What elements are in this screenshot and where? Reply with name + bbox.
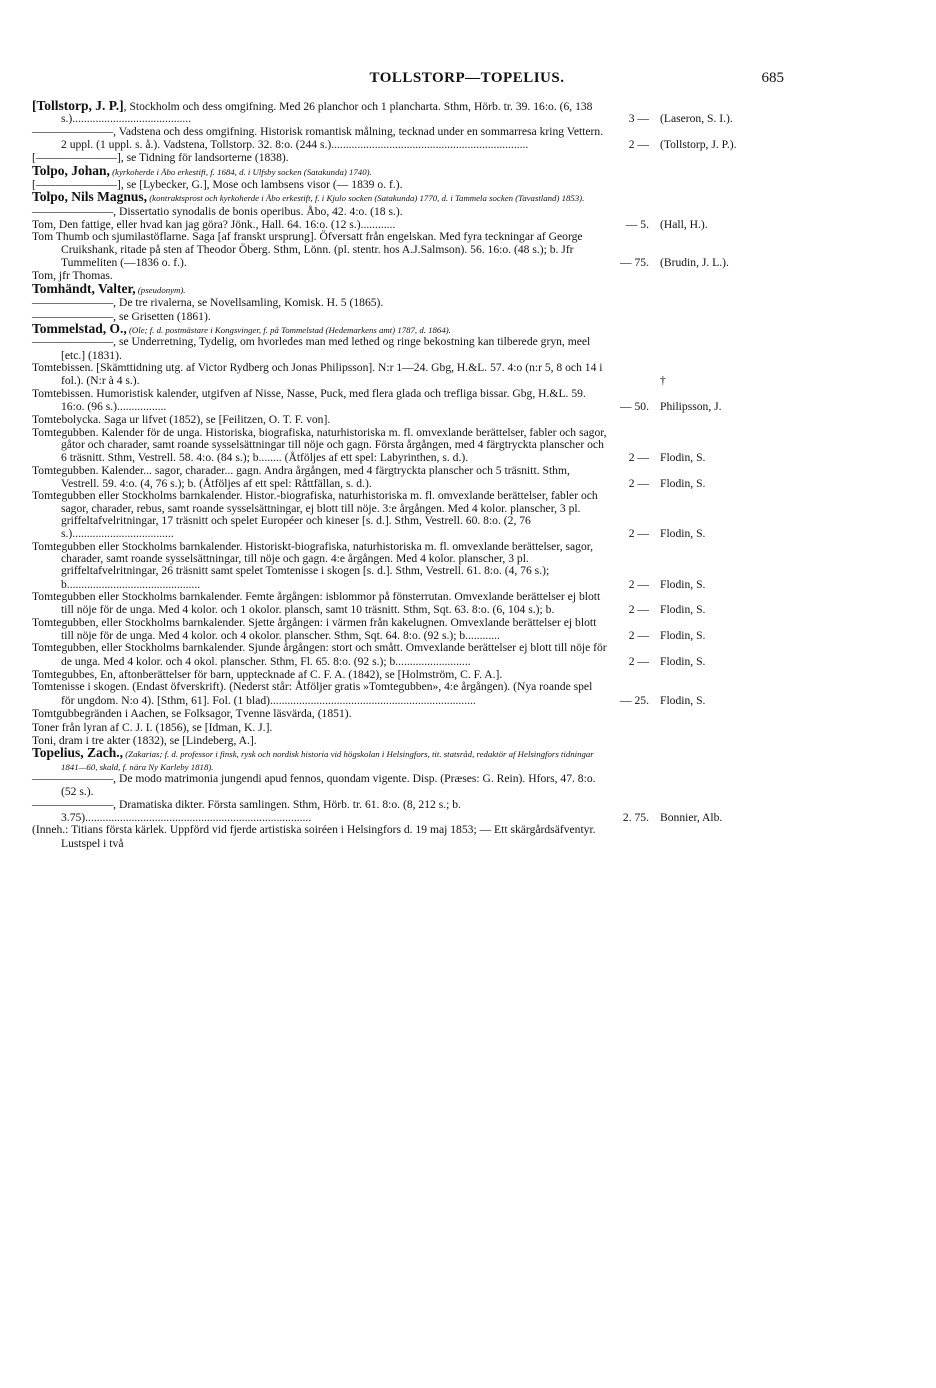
catalog-entry <box>32 362 902 388</box>
catalog-entry <box>32 280 902 296</box>
entry-pre: Tomtegubben, eller Stockholms barnkalender. Sjette årgången: i värmen från kakelugnen. Omvexlande berättelser ej blott till nöje för de unga. Med 4 kolor. och 4 okolor. planscher. Sthm, Sqt. 64. 8:o. (92 s.); b............ <box>32 615 597 643</box>
running-title: TOLLSTORP—TOPELIUS. <box>369 70 565 86</box>
entry-text <box>32 490 607 540</box>
entry-head: Topelius, Zach., <box>32 745 124 761</box>
entry-publisher: (Laseron, S. I.). <box>660 112 733 126</box>
catalog-entry <box>32 747 902 773</box>
entry-text <box>32 362 607 388</box>
entry-publisher: (Hall, H.). <box>660 218 708 232</box>
entry-price: — 75. <box>620 256 649 270</box>
entry-publisher: Flodin, S. <box>660 693 706 707</box>
entry-pre: Tomtegubben. Kalender... sagor, charader... gagn. Andra årgången, med 4 färgtryckta planscher och 5 träsnitt. Sthm, Vestrell. 59. 4:o. (4, 76 s.); b. (Åtföljes af ett spel: Råttfällan, s. d.). <box>32 463 570 490</box>
entry-pre: Tomtebolycka. Saga ur lifvet (1852), se [Feilitzen, O. T. F. von]. <box>32 413 331 427</box>
entry-price: 2 — <box>628 138 649 152</box>
entry-pre: ———————, Vadstena och dess omgifning. Historisk romantisk målning, tecknad under en sommarresa kring Vettern. 2 uppl. (1 uppl. s. å.). Vadstena, Tollstorp. 32. 8:o. (244 s.).................................................................... <box>32 124 604 152</box>
entry-publisher: Flodin, S. <box>660 603 706 617</box>
catalog-entry <box>32 721 902 734</box>
page-number: 685 <box>761 70 784 86</box>
entry-pre: ———————, se Grisetten (1861). <box>32 309 211 323</box>
entry-text <box>32 100 607 126</box>
entry-price: — 50. <box>620 399 649 413</box>
entry-price: 2 — <box>628 527 649 541</box>
entry-head: [Tollstorp, J. P.] <box>32 98 124 113</box>
entry-text <box>32 721 607 734</box>
entry-head: Tolpo, Nils Magnus, <box>32 189 148 205</box>
entry-text <box>32 388 607 414</box>
catalog-entry <box>32 824 902 850</box>
catalog-entry <box>32 591 902 617</box>
entry-publisher: Flodin, S. <box>660 654 706 668</box>
entry-text <box>32 617 607 643</box>
page-header <box>32 68 902 92</box>
catalog-entry <box>32 427 902 465</box>
catalog-entry <box>32 151 902 164</box>
entry-text <box>32 162 607 178</box>
entry-publisher: (Tollstorp, J. P.). <box>660 138 737 152</box>
entry-pre: Toni, dram i tre akter (1832), se [Lindeberg, A.]. <box>32 733 257 747</box>
entry-head: Tolpo, Johan, <box>32 162 110 178</box>
entry-text <box>32 280 607 296</box>
entry-text <box>32 231 607 269</box>
entry-price: 2 — <box>628 654 649 668</box>
entry-price: 2. 75. <box>622 810 649 824</box>
entry-pre: Tom, Den fattige, eller hvad kan jag göra? Jönk., Hall. 64. 16:o. (12 s.)............ <box>32 218 396 232</box>
entry-post: , Stockholm och dess omgifning. Med 26 planchor och 1 plancharta. Sthm, Hörb. tr. 39. 16:o. (6, 138 s.)......................................... <box>61 100 593 126</box>
entry-note: (Ole; f. d. postmästare i Kongsvinger, f. på Tommelstad (Hedemarkens amt) 1787, d. 1864). <box>126 324 451 335</box>
entry-publisher: Flodin, S. <box>660 577 706 591</box>
entry-pre: Tomtegubben, eller Stockholms barnkalender. Sjunde årgången: stort och smått. Omvexlande berättelser ej blott till nöje för de unga. Med 4 kolor. och 4 okol. planscher. Sthm, Fl. 65. 8:o. (92 s.); b.......................... <box>32 641 607 668</box>
entry-publisher: Bonnier, Alb. <box>660 810 723 824</box>
entry-pre: ———————, De modo matrimonia jungendi apud fennos, quondam vigente. Disp. (Præses: G. Rein). Hfors, 47. 8:o. (52 s.). <box>32 771 596 799</box>
entry-text <box>32 465 607 491</box>
entry-pre: ———————, De tre rivalerna, se Novellsamling, Komisk. H. 5 (1865). <box>32 296 384 310</box>
entry-text <box>32 427 607 465</box>
entry-pre: Tomtebissen. [Skämttidning utg. af Victor Rydberg och Jonas Philipsson]. N:r 1—24. Gbg, H.&L. 57. 4:o (n:r 5, 8 och 14 i fol.). (N:r à 4 s.). <box>32 360 603 388</box>
entry-price: 3 — <box>628 112 649 126</box>
entry-text <box>32 707 607 720</box>
entry-pre: (Inneh.: Titians första kärlek. Uppförd vid fjerde artistiska soiréen i Helsingfors d. 19 maj 1853; — Ett skärgårdsäfventyr. Lustspel i två <box>32 823 596 850</box>
catalog-entry <box>32 178 902 191</box>
catalog-entry <box>32 707 902 720</box>
catalog-entry <box>32 617 902 643</box>
entry-text <box>32 681 607 707</box>
entry-note: (kontraktsprost och kyrkoherde i Åbo erkestift, f. i Kjulo socken (Satakunda) 1770, d. i Tammela socken (Tavastland) 1853). <box>147 193 585 204</box>
catalog-entry <box>32 681 902 707</box>
catalog-entry <box>32 336 902 362</box>
entry-price: 2 — <box>628 577 649 591</box>
entry-price: 2 — <box>628 476 649 490</box>
entry-text <box>32 413 607 426</box>
entry-pre: ———————, Dramatiska dikter. Första samlingen. Sthm, Hörb. tr. 61. 8:o. (8, 212 s.; b. 3.75).............................................................................. <box>32 797 461 824</box>
catalog-entry <box>32 320 902 336</box>
entry-text <box>32 642 607 668</box>
entry-text <box>32 824 607 850</box>
catalog-entry <box>32 269 902 282</box>
entry-note: (kyrkoherde i Åbo erkestift, f. 1684, d. i Ulfsby socken (Satakunda) 1740). <box>109 166 372 177</box>
entry-publisher: (Brudin, J. L.). <box>660 256 729 270</box>
catalog-entry <box>32 642 902 668</box>
catalog-entry <box>32 162 902 178</box>
entry-text <box>32 747 607 773</box>
entry-publisher: Flodin, S. <box>660 476 706 490</box>
entry-pre: Tomtenisse i skogen. (Endast öfverskrift). (Nederst står: Åtföljer gratis »Tomtegubben», 4:e årgången). (Nya roande spel för ungdom. N:o 4). [Sthm, 61]. Fol. (1 blad)....................................................................... <box>32 680 593 707</box>
catalog-entry <box>32 388 902 414</box>
catalog-entry <box>32 413 902 426</box>
catalog-page <box>32 68 902 850</box>
entry-pre: [———————], se [Lybecker, G.], Mose och lambsens visor (— 1839 o. f.). <box>32 178 403 192</box>
catalog-entry <box>32 799 902 825</box>
entry-price: 2 — <box>628 629 649 643</box>
entry-pre: Tomtegubben eller Stockholms barnkalender. Femte årgången: isblommor på fönsterrutan. Omvexlande berättelser ej blott till nöje för de unga. Med 4 kolor. och 1 okolor. plansch, samt 10 träsnitt. Sthm, Sqt. 63. 8:o. (6, 104 s.); b. <box>32 590 601 617</box>
entry-price: 2 — <box>628 451 649 465</box>
entry-text <box>32 296 607 309</box>
catalog-entry <box>32 541 902 591</box>
entry-text <box>32 799 607 825</box>
entry-text <box>32 126 607 152</box>
catalog-entry <box>32 191 902 204</box>
entry-pre: Tomtegubben. Kalender för de unga. Historiska, biografiska, naturhistoriska m. fl. omvexlande berättelser, fabler och sagor, gåtor och charader, samt roande sysselsättningar till nöje och gagn. Första årgången, med 4 färgtryckta planscher och 6 träsnitt. Sthm, Vestrell. 58. 4:o. (84 s.); b........ (Åtföljes af ett spel: Labyrinthen, s. d.). <box>32 425 607 465</box>
entry-text <box>32 205 607 218</box>
entry-list <box>32 100 902 850</box>
entry-text <box>32 773 607 799</box>
entry-publisher: Flodin, S. <box>660 451 706 465</box>
entry-publisher: Philipsson, J. <box>660 399 722 413</box>
catalog-entry <box>32 100 902 126</box>
catalog-entry <box>32 773 902 799</box>
entry-pre: Tomtegubben eller Stockholms barnkalender. Historiskt-biografiska, naturhistoriska m. fl. omvexlande berättelser, sagor, charader, samt roande sysselsättningar, till nöje och gagn. 4:e årgången. Med 4 kolor. planscher, 3 pl. griffeltafvelritningar, 26 träsnitt samt spelet Tomtenisse i skogen [s. d.]. Sthm, Vestrell. 61. 8:o. (4, 76 s.); b.............................................. <box>32 539 594 591</box>
entry-pre: Tom Thumb och sjumilastöflarne. Saga [af franskt ursprung]. Öfversatt från engelskan. Med fyra teckningar af George Cruikshank, ritade på sten af Theodor Öberg. Sthm, Lönn. (pl. stentr. hos A.J.Salmson). 56. 16:o. (48 s.); b. Jfr Tummeliten (—1836 o. f.). <box>32 230 583 270</box>
entry-pre: [———————], se Tidning för landsorterne (1838). <box>32 151 289 165</box>
catalog-entry <box>32 126 902 152</box>
entry-pre: Tomtegubbes, En, aftonberättelser för barn, upptecknade af C. F. A. (1842), se [Holmström, C. F. A.]. <box>32 668 503 682</box>
catalog-entry <box>32 734 902 747</box>
entry-head: Tommelstad, O., <box>32 320 127 336</box>
catalog-entry <box>32 490 902 540</box>
catalog-entry <box>32 296 902 309</box>
entry-text <box>32 541 607 591</box>
entry-head: Tomhändt, Valter, <box>32 280 136 296</box>
entry-note: (Zakarias; f. d. professor i finsk, rysk och nordisk historia vid högskolan i Helsingfors, tit. statsråd, redaktör af Helsingfors tidningar 1841—60, skald, f. nära Ny Karleby 1818). <box>61 749 594 772</box>
entry-text <box>32 591 607 617</box>
entry-price: 2 — <box>628 603 649 617</box>
entry-pre: Tomtegubben eller Stockholms barnkalender. Histor.-biografiska, naturhistoriska m. fl. omvexlande berättelser, fabler och sagor, charader, rebus, samt roande sysselsättningar, ej blott till nöje. 3:e årgången. Med 4 kolor. planscher, 3 pl. griffeltafvelritningar, 17 träsnitt och spelet Européer och kineser [s. d.]. Sthm, Vestrell. 60. 8:o. (2, 76 s.)................................... <box>32 489 598 541</box>
entry-pre: ———————, Dissertatio synodalis de bonis operibus. Åbo, 42. 4:o. (18 s.). <box>32 204 403 218</box>
entry-pre: ———————, se Underretning, Tydelig, om hvorledes man med lethed og ringe bekostning kan tilberede gryn, meel [etc.] (1831). <box>32 335 591 362</box>
entry-text <box>32 336 607 362</box>
catalog-entry <box>32 465 902 491</box>
entry-publisher: Flodin, S. <box>660 527 706 541</box>
catalog-entry <box>32 205 902 218</box>
entry-pre: Tomtebissen. Humoristisk kalender, utgifven af Nisse, Nasse, Puck, med flera glada och trefliga bissar. Gbg, H.&L. 59. 16:o. (96 s.)................. <box>32 386 586 413</box>
entry-text <box>32 191 607 204</box>
entry-text <box>32 320 607 336</box>
entry-publisher: † <box>660 374 666 388</box>
entry-price: — 25. <box>620 693 649 707</box>
entry-price: — 5. <box>625 218 649 232</box>
entry-pre: Tomtgubbegränden i Aachen, se Folksagor, Tvenne läsvärda, (1851). <box>32 707 352 721</box>
entry-text <box>32 151 607 164</box>
catalog-entry <box>32 231 902 269</box>
entry-publisher: Flodin, S. <box>660 629 706 643</box>
entry-pre: Toner från lyran af C. J. I. (1856), se [Idman, K. J.]. <box>32 720 273 734</box>
catalog-entry <box>32 310 902 323</box>
entry-note: (pseudonym). <box>135 284 186 295</box>
entry-pre: Tom, jfr Thomas. <box>32 269 113 283</box>
